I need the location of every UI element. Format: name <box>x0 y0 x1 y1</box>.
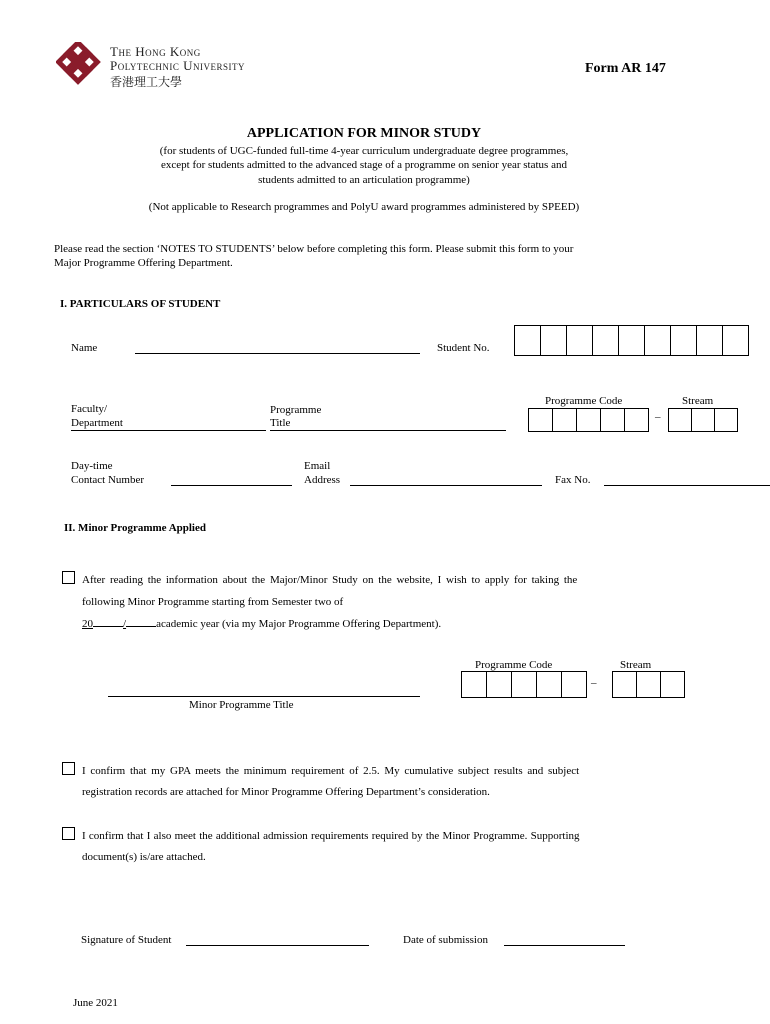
admission-text-line-2: document(s) is/are attached. <box>82 851 206 863</box>
minor-programme-title-label: Minor Programme Title <box>189 699 294 711</box>
minor-programme-code-label: Programme Code <box>475 659 553 671</box>
year-start-field[interactable] <box>93 616 123 627</box>
admission-checkbox[interactable] <box>62 827 75 840</box>
intro-line-1: Please read the section ‘NOTES TO STUDENTS’ below before completing this form. Please submit this form to your <box>54 243 574 255</box>
year-slash: / <box>123 618 127 630</box>
apply-text-line-3: academic year (via my Major Programme Offering Department). <box>156 618 442 630</box>
logo-text-line-1: The Hong Kong <box>110 44 201 59</box>
name-label: Name <box>71 342 98 354</box>
year-prefix: 20 <box>82 618 93 630</box>
polyu-logo <box>56 42 316 94</box>
faculty-label-2: Department <box>71 417 123 429</box>
contact-label-2: Contact Number <box>71 474 145 486</box>
gpa-text-line-2: registration records are attached for Minor Programme Offering Department’s consideration. <box>82 786 490 798</box>
form-title: APPLICATION FOR MINOR STUDY <box>246 126 482 141</box>
title-sub-2: except for students admitted to the advanced stage of a programme on senior year status and <box>161 159 567 171</box>
contact-label-1: Day-time <box>71 460 113 472</box>
programme-code-label: Programme Code <box>545 395 623 407</box>
name-field[interactable] <box>135 353 420 354</box>
programme-code-boxes[interactable] <box>528 408 649 432</box>
gpa-text-line-1: I confirm that my GPA meets the minimum requirement of 2.5. My cumulative subject results and subject <box>82 765 580 777</box>
minor-programme-title-field[interactable] <box>108 696 420 697</box>
email-label-1: Email <box>304 460 331 472</box>
stream-boxes[interactable] <box>668 408 738 432</box>
student-no-label: Student No. <box>437 342 490 354</box>
polyu-emblem-icon <box>56 42 108 94</box>
logo-text-line-2: Polytechnic University <box>110 58 245 73</box>
faculty-label-1: Faculty/ <box>71 403 108 415</box>
date-of-submission-label: Date of submission <box>403 934 488 946</box>
email-field[interactable] <box>350 485 542 486</box>
programme-title-field[interactable] <box>270 430 506 431</box>
signature-label: Signature of Student <box>81 934 172 946</box>
title-note: (Not applicable to Research programmes and PolyU award programmes administered by SPEED) <box>148 201 580 213</box>
email-label-2: Address <box>304 474 341 486</box>
stream-label: Stream <box>682 395 714 407</box>
fax-label: Fax No. <box>555 474 591 486</box>
minor-stream-boxes[interactable] <box>612 671 685 698</box>
programme-label-2: Title <box>270 417 291 429</box>
admission-text-line-1: I confirm that I also meet the additional admission requirements required by the Minor Programme. Supporting <box>82 830 580 842</box>
section-1-heading: I. PARTICULARS OF STUDENT <box>60 298 221 310</box>
signature-field[interactable] <box>186 945 369 946</box>
programme-code-dash: – <box>655 411 661 423</box>
apply-text-line-2: following Minor Programme starting from Semester two of <box>82 596 344 608</box>
logo-text-line-3: 香港理工大學 <box>110 75 183 89</box>
intro-line-2: Major Programme Offering Department. <box>54 257 233 269</box>
minor-code-dash: – <box>591 677 597 689</box>
minor-programme-code-boxes[interactable] <box>461 671 587 698</box>
footer-date: June 2021 <box>73 997 118 1009</box>
apply-text-line-1: After reading the information about the Major/Minor Study on the website, I wish to apply for taking the <box>82 574 578 586</box>
contact-number-field[interactable] <box>171 485 292 486</box>
gpa-checkbox[interactable] <box>62 762 75 775</box>
student-no-boxes[interactable] <box>514 325 749 356</box>
date-of-submission-field[interactable] <box>504 945 625 946</box>
section-2-heading: II. Minor Programme Applied <box>64 522 206 534</box>
year-end-field[interactable] <box>126 616 156 627</box>
minor-stream-label: Stream <box>620 659 652 671</box>
form-code: Form AR 147 <box>585 61 666 76</box>
fax-field[interactable] <box>604 485 770 486</box>
academic-year-row <box>82 616 441 630</box>
apply-checkbox[interactable] <box>62 571 75 584</box>
title-sub-3: students admitted to an articulation programme) <box>258 174 470 186</box>
title-sub-1: (for students of UGC-funded full-time 4-year curriculum undergraduate degree programmes, <box>159 145 569 157</box>
faculty-field[interactable] <box>71 430 266 431</box>
programme-label-1: Programme <box>270 404 322 416</box>
